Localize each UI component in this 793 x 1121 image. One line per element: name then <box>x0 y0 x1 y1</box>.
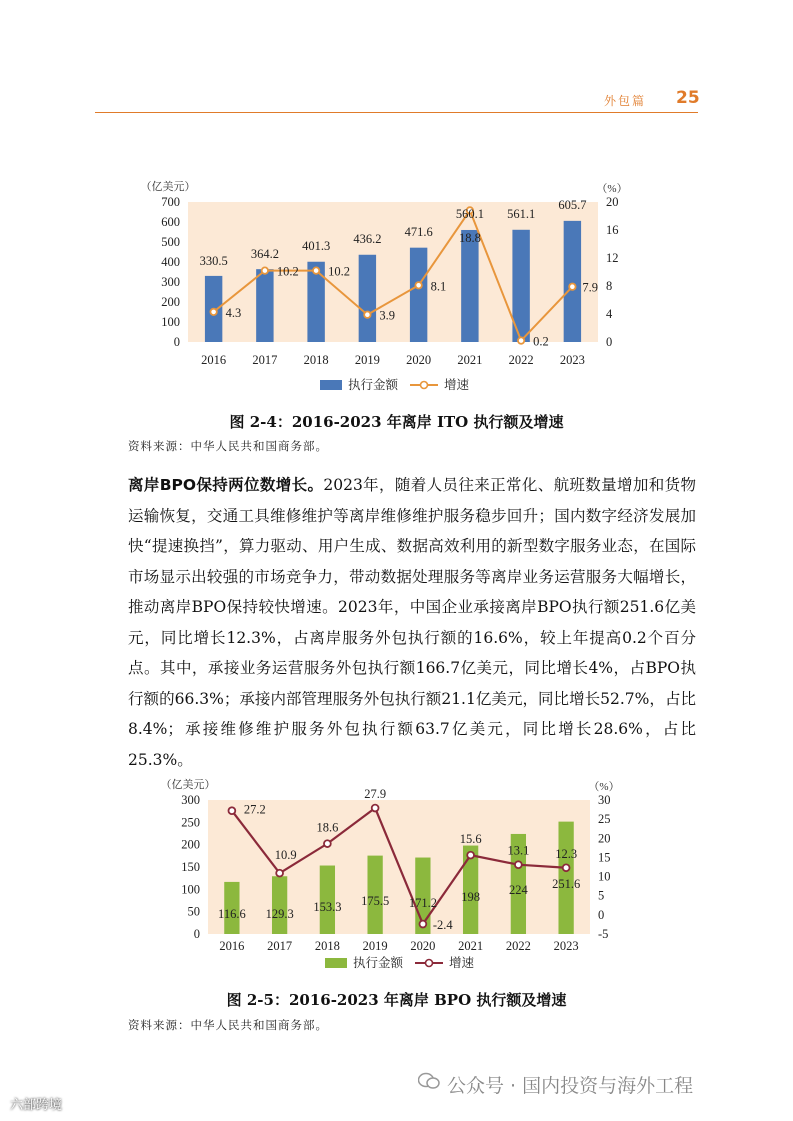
watermark-text: 公众号 · 国内投资与海外工程 <box>447 1075 694 1097</box>
undefined-growth-label: 10.2 <box>276 264 299 279</box>
undefined-xtick: 2021 <box>458 939 484 953</box>
undefined-bar <box>564 221 581 342</box>
undefined-ytick-left: 0 <box>173 335 180 349</box>
undefined-ytick-right: 30 <box>598 793 611 807</box>
undefined-growth-point <box>515 861 522 868</box>
undefined-ytick-left: 200 <box>161 295 180 309</box>
undefined-bar-label: 561.1 <box>507 207 536 221</box>
undefined-ytick-right: 0 <box>598 907 605 922</box>
undefined-ylabel-right: （%） <box>588 781 620 793</box>
undefined-growth-point <box>563 864 570 871</box>
undefined-xtick: 2017 <box>267 939 293 953</box>
undefined-growth-point <box>210 309 216 315</box>
undefined-xtick: 2020 <box>410 939 436 953</box>
undefined-growth-point <box>518 337 524 343</box>
undefined-xtick: 2018 <box>303 353 329 367</box>
undefined-legend-line-label: 增速 <box>449 956 475 970</box>
undefined-bar-label: 171.2 <box>408 896 437 910</box>
undefined-legend-line-marker <box>426 960 433 967</box>
undefined-bar-label: 116.6 <box>218 907 246 921</box>
undefined-ytick-left: 100 <box>181 882 200 897</box>
undefined-bar <box>461 230 478 342</box>
undefined-ytick-right: 0 <box>606 335 613 349</box>
undefined-bar-label: 198 <box>461 890 480 904</box>
undefined-ytick-left: 300 <box>161 275 180 289</box>
undefined-xtick: 2019 <box>362 939 388 953</box>
bpo-chart <box>140 768 650 978</box>
undefined-xtick: 2023 <box>559 353 585 367</box>
corner-watermark: 六部跨境 <box>10 1098 63 1113</box>
body-paragraph <box>128 470 696 775</box>
undefined-ytick-right: -5 <box>598 927 609 941</box>
undefined-ytick-left: 300 <box>181 793 200 807</box>
undefined-xtick: 2016 <box>219 939 245 953</box>
undefined-bar <box>272 876 287 934</box>
undefined-ytick-left: 200 <box>181 837 200 852</box>
undefined-bar-label: 605.7 <box>558 198 587 212</box>
undefined-growth-label: 10.2 <box>328 264 350 279</box>
undefined-growth-point <box>419 921 426 928</box>
undefined-xtick: 2017 <box>252 353 278 367</box>
paragraph-body: 2023年，随着人员往来正常化、航班数量增加和货物运输恢复，交通工具维修维护等离岸维修维护服务稳步回升；国内数字经济发展加快“提速换挡”，算力驱动、用户生成、数据高效利用的新型数字服务业态，在国际市场显示出较强的市场竞争力，带动数据处理服务等离岸业务运营服务大幅增长，推动离岸BPO保持较快增速。2023年，中国企业承接离岸BPO执行额251.6亿美元，同比增长12.3%，占离岸服务外包执行额的16.6%，较上年提高0.2个百分点。其中，承接业务运营服务外包执行额166.7亿美元，同比增长4%，占BPO执行额的66.3%；承接内部管理服务外包执行额21.1亿美元，同比增长52.7%，占比8.4%；承接维修维护服务外包执行额63.7亿美元，同比增长28.6%，占比25.3%。 <box>128 476 696 769</box>
undefined-growth-point <box>372 805 379 812</box>
page-number: 25 <box>676 88 700 108</box>
figure2-caption: 图 2-5：2016-2023 年离岸 BPO 执行额及增速 <box>226 991 567 1009</box>
undefined-ytick-right: 15 <box>598 850 611 865</box>
ito-chart <box>120 170 660 400</box>
undefined-growth-point <box>276 870 283 877</box>
undefined-ylabel-right: （%） <box>596 183 628 195</box>
undefined-xtick: 2016 <box>201 353 227 367</box>
undefined-legend-bar-label: 执行金额 <box>353 956 404 970</box>
undefined-growth-label: 12.3 <box>555 846 578 861</box>
undefined-ylabel-left: （亿美元） <box>140 181 196 193</box>
undefined-xtick: 2018 <box>314 939 340 953</box>
undefined-growth-label: 10.9 <box>274 848 297 863</box>
paragraph-lead: 离岸BPO保持两位数增长。 <box>128 476 324 494</box>
undefined-ytick-right: 5 <box>598 888 605 903</box>
undefined-growth-point <box>324 840 331 847</box>
undefined-ytick-right: 20 <box>606 195 619 209</box>
undefined-growth-label: 4.3 <box>225 305 242 320</box>
undefined-ytick-right: 4 <box>606 307 613 321</box>
undefined-ytick-left: 50 <box>187 904 200 919</box>
undefined-ytick-right: 12 <box>606 251 619 265</box>
undefined-xtick: 2020 <box>406 353 432 367</box>
undefined-xtick: 2022 <box>508 353 534 367</box>
undefined-growth-point <box>313 267 319 273</box>
undefined-growth-label: 3.9 <box>379 308 395 323</box>
undefined-bar-label: 175.5 <box>361 894 390 908</box>
undefined-ytick-left: 400 <box>161 255 180 269</box>
undefined-ytick-right: 20 <box>598 831 611 846</box>
wechat-icon <box>418 1072 440 1090</box>
undefined-growth-label: 27.9 <box>364 787 387 802</box>
undefined-bar-label: 364.2 <box>250 247 279 261</box>
undefined-growth-point <box>467 852 474 859</box>
undefined-legend-line-marker <box>421 382 428 389</box>
undefined-bar-label: 471.6 <box>404 225 433 239</box>
undefined-ytick-left: 100 <box>161 315 180 329</box>
undefined-ytick-left: 250 <box>181 815 200 830</box>
undefined-bar-label: 129.3 <box>265 907 294 921</box>
figure1-source: 资料来源：中华人民共和国商务部。 <box>128 439 328 453</box>
undefined-ytick-right: 16 <box>606 223 619 237</box>
undefined-ytick-left: 150 <box>181 860 200 874</box>
undefined-growth-label: 8.1 <box>430 279 447 294</box>
undefined-legend-line-label: 增速 <box>444 378 470 392</box>
undefined-ytick-left: 0 <box>193 927 200 941</box>
header-section-title: 外包篇 <box>604 94 647 108</box>
undefined-ylabel-left: （亿美元） <box>160 779 216 791</box>
undefined-growth-label: 18.6 <box>316 820 339 835</box>
undefined-growth-point <box>262 267 268 273</box>
figure1-caption: 图 2-4：2016-2023 年离岸 ITO 执行额及增速 <box>229 413 564 431</box>
undefined-xtick: 2019 <box>354 353 380 367</box>
undefined-ytick-right: 8 <box>606 279 613 293</box>
undefined-bar-label: 436.2 <box>353 232 382 246</box>
undefined-bar-label: 560.1 <box>455 207 484 221</box>
undefined-growth-label: 27.2 <box>243 802 266 817</box>
undefined-growth-label: 7.9 <box>582 280 598 295</box>
undefined-legend-bar-swatch <box>325 958 347 968</box>
undefined-bar <box>359 255 376 342</box>
undefined-ytick-left: 600 <box>161 215 180 229</box>
undefined-ytick-right: 10 <box>598 869 611 884</box>
undefined-bar <box>256 269 273 342</box>
undefined-ytick-left: 500 <box>161 235 180 249</box>
undefined-ytick-left: 700 <box>161 195 180 209</box>
undefined-bar-label: 251.6 <box>552 877 581 891</box>
undefined-bar-label: 224 <box>509 883 528 897</box>
undefined-growth-point <box>364 312 370 318</box>
undefined-growth-label: 13.1 <box>507 843 530 858</box>
undefined-xtick: 2023 <box>553 939 579 953</box>
undefined-growth-label: 0.2 <box>533 334 549 349</box>
undefined-bar <box>410 248 427 342</box>
undefined-bar-label: 401.3 <box>302 239 331 253</box>
undefined-xtick: 2021 <box>457 353 483 367</box>
undefined-xtick: 2022 <box>505 939 531 953</box>
undefined-growth-label: 15.6 <box>459 832 482 847</box>
undefined-growth-point <box>415 282 421 288</box>
undefined-ytick-right: 25 <box>598 812 611 827</box>
undefined-bar-label: 153.3 <box>313 900 342 914</box>
undefined-legend-bar-swatch <box>320 380 342 390</box>
undefined-growth-point <box>569 284 575 290</box>
undefined-legend-bar-label: 执行金额 <box>348 378 399 392</box>
undefined-growth-label: 18.8 <box>458 231 481 245</box>
undefined-growth-label: -2.4 <box>432 918 453 933</box>
header-divider <box>95 112 698 113</box>
undefined-bar-label: 330.5 <box>199 254 228 268</box>
undefined-growth-point <box>228 807 235 814</box>
figure2-source: 资料来源：中华人民共和国商务部。 <box>128 1018 328 1032</box>
